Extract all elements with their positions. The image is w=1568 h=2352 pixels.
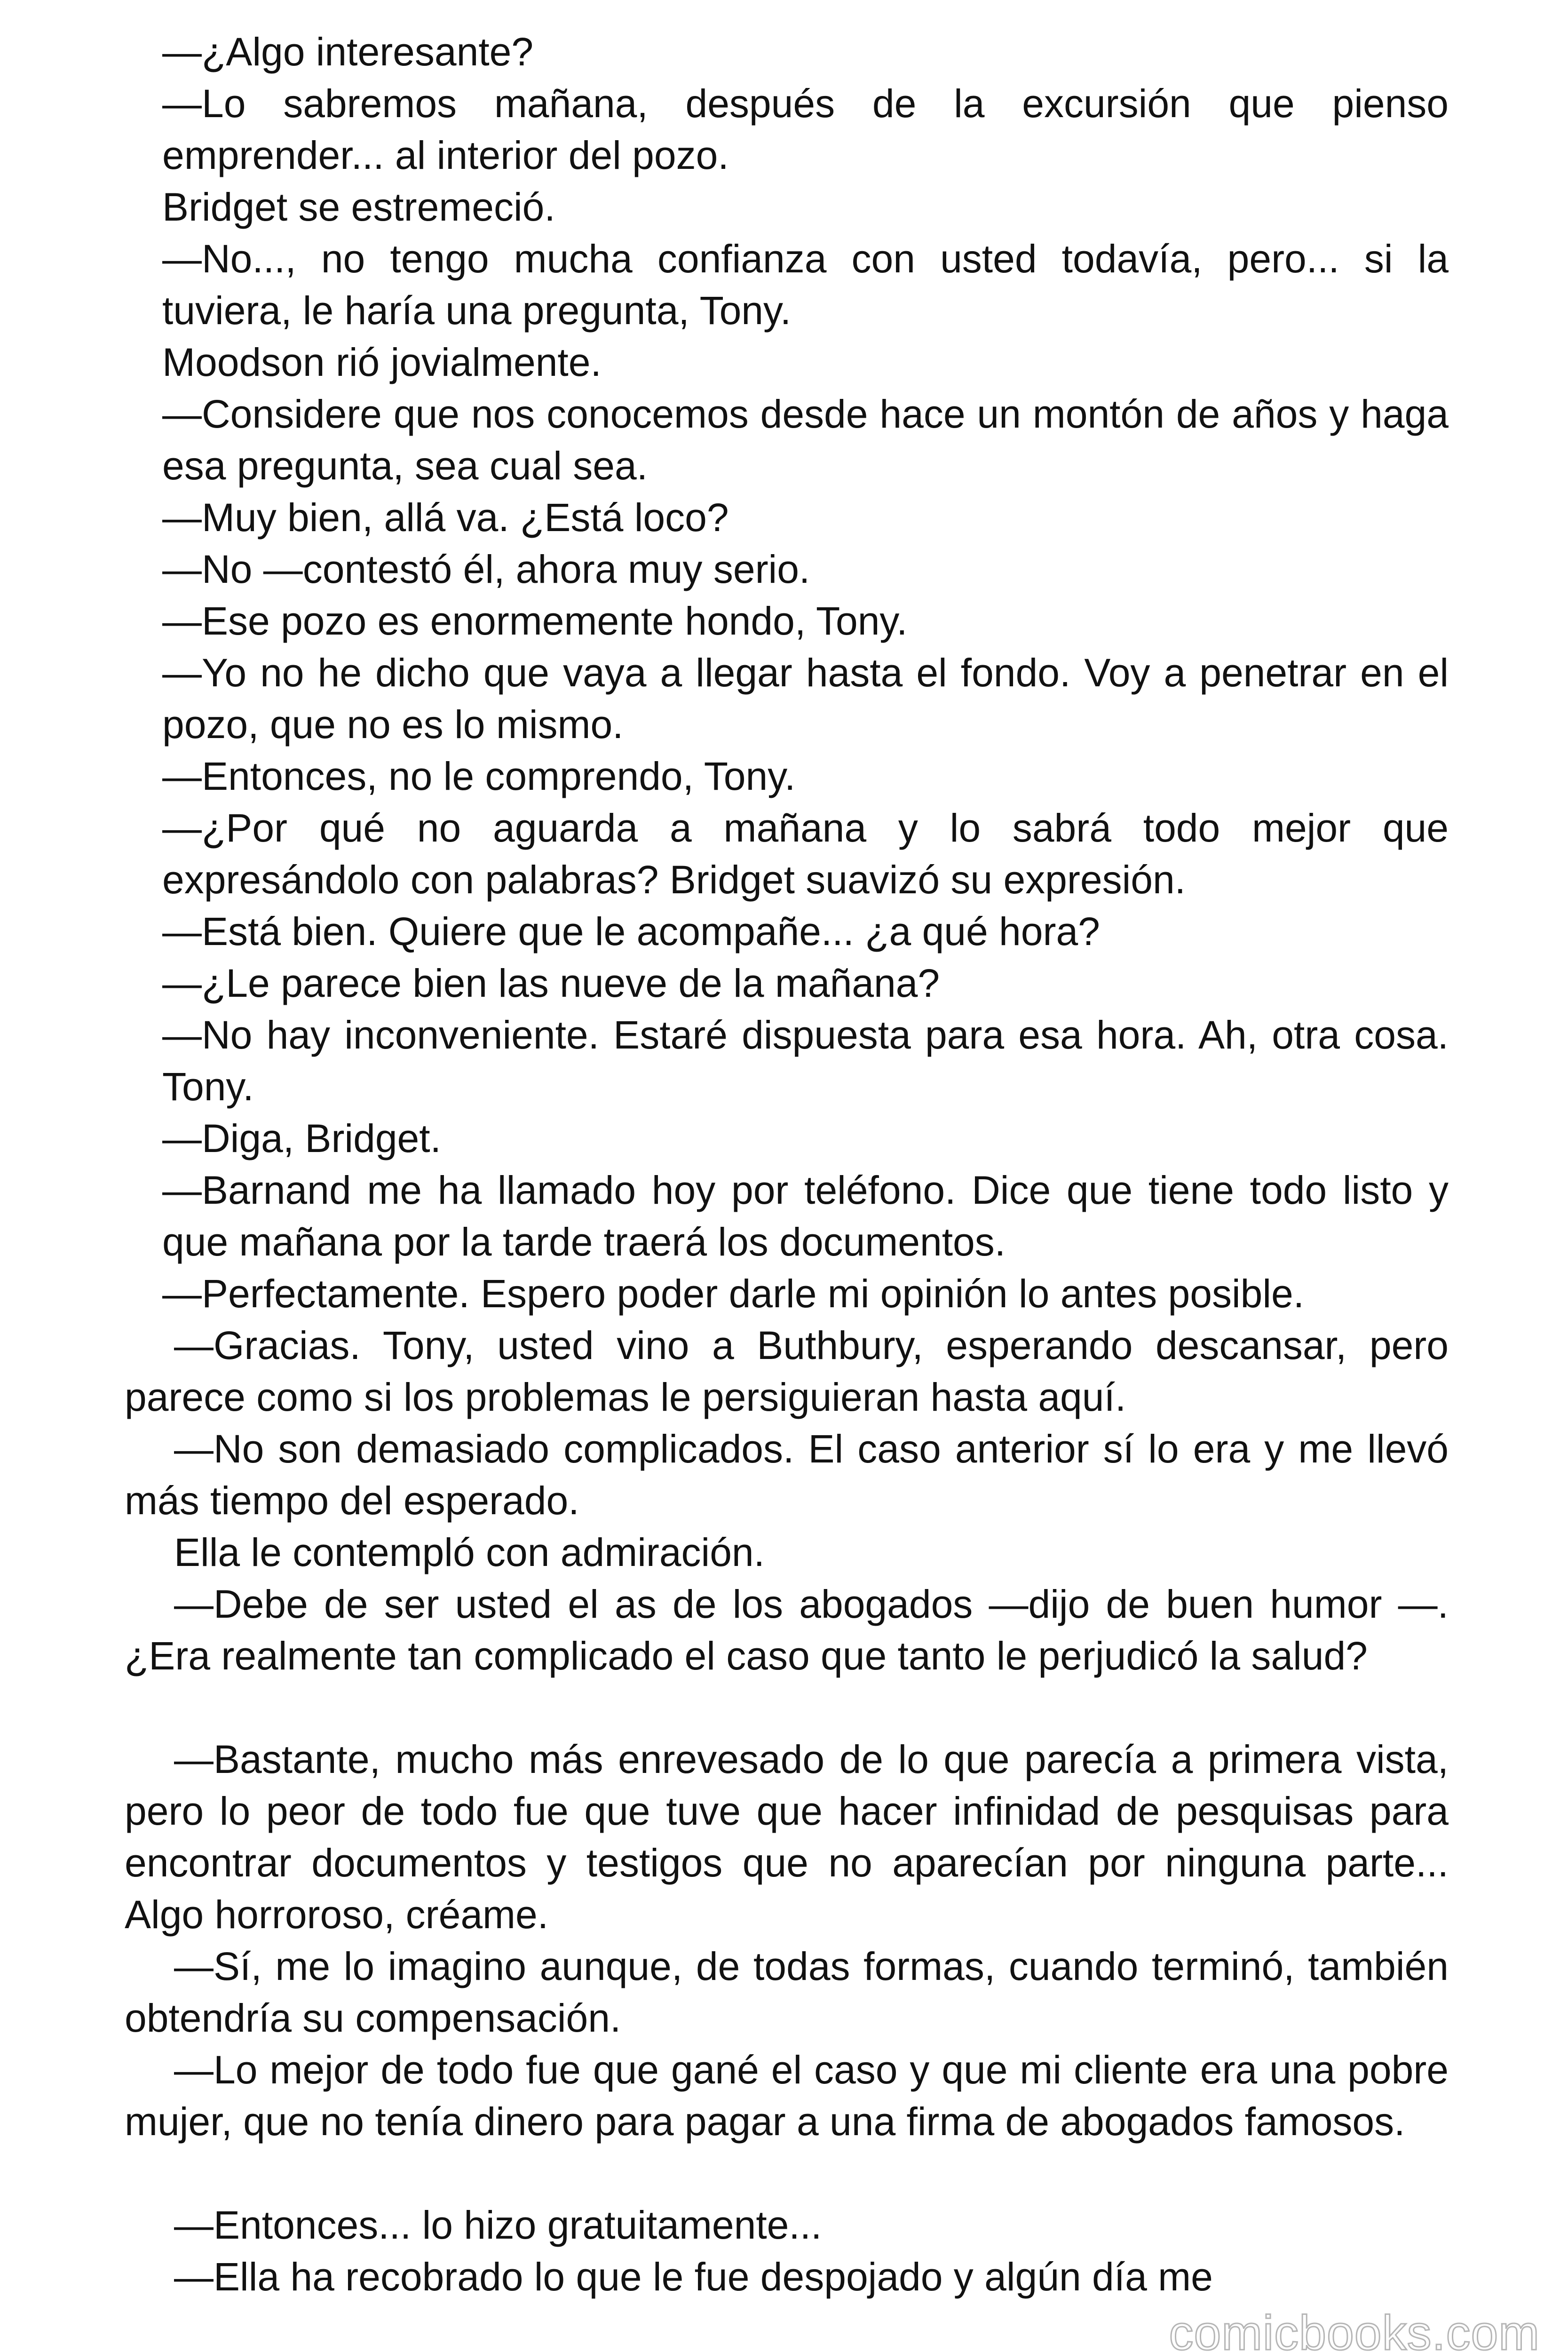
paragraph: Moodson rió jovialmente. <box>162 340 602 384</box>
paragraph: —Lo sabremos mañana, después de la excursión que pienso emprender... al interior del pozo. <box>162 81 1449 177</box>
paragraph: —No son demasiado complicados. El caso anterior sí lo era y me llevó más tiempo del esperado. <box>125 1427 1449 1523</box>
paragraph: —Yo no he dicho que vaya a llegar hasta el fondo. Voy a penetrar en el pozo, que no es lo mismo. <box>162 651 1449 747</box>
paragraph: —Diga, Bridget. <box>162 1116 441 1160</box>
paragraph: Ella le contempló con admiración. <box>174 1530 765 1574</box>
paragraph: —Bastante, mucho más enrevesado de lo que parecía a primera vista, pero lo peor de todo fue que tuve que hacer infinidad de pesquisas para encontrar documentos y testigos que no aparecían por ninguna parte... Algo horroroso, créame. <box>125 1737 1449 1937</box>
paragraph: —Debe de ser usted el as de los abogados —dijo de buen humor —. ¿Era realmente tan complicado el caso que tanto le perjudicó la salud? <box>125 1582 1449 1678</box>
paragraph: —No —contestó él, ahora muy serio. <box>162 547 810 591</box>
paragraph: —¿Por qué no aguarda a mañana y lo sabrá todo mejor que expresándolo con palabras? Bridget suavizó su expresión. <box>162 806 1449 902</box>
paragraph: —Perfectamente. Espero poder darle mi opinión lo antes posible. <box>162 1271 1305 1316</box>
paragraph: —Gracias. Tony, usted vino a Buthbury, esperando descansar, pero parece como si los problemas le persiguieran hasta aquí. <box>125 1323 1449 1419</box>
paragraph: —Entonces... lo hizo gratuitamente... <box>174 2203 822 2247</box>
paragraph: —Ese pozo es enormemente hondo, Tony. <box>162 599 908 643</box>
paragraph: —¿Le parece bien las nueve de la mañana? <box>162 961 940 1005</box>
paragraph: —¿Algo interesante? <box>162 30 534 74</box>
paragraph: —Ella ha recobrado lo que le fue despojado y algún día me <box>174 2255 1213 2299</box>
paragraph: —Considere que nos conocemos desde hace un montón de años y haga esa pregunta, sea cual sea. <box>162 392 1449 488</box>
paragraph: —Entonces, no le comprendo, Tony. <box>162 754 796 798</box>
paragraph: —No hay inconveniente. Estaré dispuesta para esa hora. Ah, otra cosa. Tony. <box>162 1013 1449 1109</box>
paragraph: —Sí, me lo imagino aunque, de todas formas, cuando terminó, también obtendría su compensación. <box>125 1944 1449 2040</box>
paragraph: —No..., no tengo mucha confianza con usted todavía, pero... si la tuviera, le haría una pregunta, Tony. <box>162 237 1449 333</box>
paragraph: —Está bien. Quiere que le acompañe... ¿a qué hora? <box>162 909 1100 954</box>
paragraph: —Lo mejor de todo fue que gané el caso y que mi cliente era una pobre mujer, que no tenía dinero para pagar a una firma de abogados famosos. <box>125 2048 1449 2144</box>
watermark: comicbooks.com <box>1169 2306 1540 2352</box>
paragraph: —Barnand me ha llamado hoy por teléfono. Dice que tiene todo listo y que mañana por la tarde traerá los documentos. <box>162 1168 1449 1264</box>
paragraph: Bridget se estremeció. <box>162 185 555 229</box>
paragraph: —Muy bien, allá va. ¿Está loco? <box>162 495 729 540</box>
